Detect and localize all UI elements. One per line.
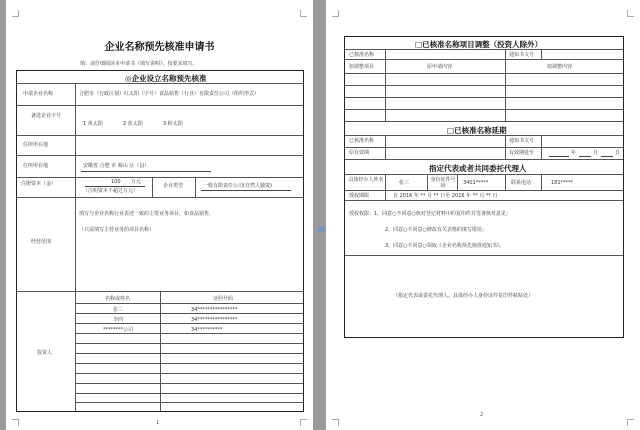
crop-mark [300, 10, 307, 17]
document-icon[interactable]: ▤ [318, 224, 326, 233]
crop-mark [332, 10, 339, 17]
original-validity-label: 原有效期 [349, 150, 370, 156]
extend-notice-number-label: 通知书文号 [509, 138, 535, 144]
page-number: 1 [156, 420, 160, 426]
investor-id: 34********** [191, 327, 223, 333]
investor-label: 投资人 [37, 350, 53, 356]
crop-mark [12, 10, 19, 17]
authority-item-3: 3、同意○不同意○领取《企业名称预先核准通知书》。 [385, 243, 505, 249]
capital-unit: 万元 [131, 179, 142, 185]
authorization-period-label: 授权期限 [349, 193, 370, 199]
business-scope-text: 填写与企业名称行业表述一致的主要业务项目，如食品销售， [79, 211, 215, 217]
domicile-value: 安徽省 合肥 市 蜀山 区（县） [83, 163, 150, 169]
investor-id: 34**************** [191, 307, 238, 313]
adjust-item-label: 拟调整项目 [349, 64, 375, 70]
notice-number-label: 通知书文号 [509, 52, 535, 58]
phone-value: 181***** [551, 180, 574, 186]
capital-label: 注册资本（金） [21, 181, 57, 187]
form-instruction: 填：请仔细阅读本申请书《填写说明》，按要求填写。 [80, 61, 198, 67]
applied-name-value: 合肥市（行政区划）红太阳（字号）食品销售（行业）有限责任公司（组织形式） [79, 91, 260, 97]
section-title-establishment: ◎企业设立名称预先核准 [125, 74, 207, 83]
form-title: 企业名称预先核准申请书 [104, 42, 215, 53]
authority-item-2: 2、同意○不同意○修改有关表格的填写错误； [385, 227, 487, 233]
investor-id: 34**************** [191, 317, 238, 323]
agent-name-value: 张三 [399, 180, 410, 186]
section-title-extension: □已核准名称延期 [447, 126, 507, 135]
enterprise-type-value: 一般有限责任公司(自然人独资) [203, 183, 272, 189]
page-number: 2 [480, 412, 484, 418]
alt-name-2: 2 蓝太阳 [123, 121, 143, 127]
enterprise-type-label: 企业类型 [163, 183, 184, 189]
approved-name-label: 已核准名称 [349, 52, 375, 58]
investor-id-header: 证照号码 [213, 296, 234, 302]
date-year-suffix: 年 [571, 150, 577, 156]
id-copy-paste-note: （指定代表或委托代理人、具体经办人身份证件复印件粘贴处） [393, 293, 534, 299]
authorization-period-value: 自 2016 年 ** 月 ** 日至 2016 年 ** 月 ** 日 [393, 193, 498, 199]
crop-mark [627, 10, 634, 17]
original-content-label: 原申请内容 [427, 64, 453, 70]
business-scope-note: （只需填写主营业务的项目名称） [79, 227, 155, 233]
investor-name: 李四 [113, 317, 124, 323]
capital-note: （注明资本不超过万元） [83, 188, 139, 194]
application-form-page-1 [6, 0, 313, 430]
adjusted-content-label: 拟调整内容 [547, 64, 573, 70]
investor-name: ********公司 [103, 327, 134, 333]
alt-name-1: 1 黄太阳 [83, 121, 103, 127]
domicile-label: 住所所在地 [23, 163, 49, 169]
investor-name-header: 名称或姓名 [105, 296, 131, 302]
crop-mark [627, 419, 634, 426]
application-form-page-2 [326, 0, 640, 430]
crop-mark [332, 419, 339, 426]
crop-mark [300, 419, 307, 426]
business-scope-label: 经营范围 [31, 239, 52, 245]
id-number-value: 3401***** [463, 180, 489, 186]
alt-name-3: 3 粉太阳 [163, 121, 183, 127]
applied-name-label: 申请企业名称 [23, 91, 54, 97]
capital-value: 100 [111, 179, 121, 185]
agent-name-label: 具体经办人姓名 [348, 177, 384, 183]
date-day-suffix: 日 [615, 150, 621, 156]
crop-mark [12, 419, 19, 426]
section-title-agent: 指定代表或者共同委托代理人 [429, 164, 527, 173]
investor-name: 张三 [113, 307, 124, 313]
authority-intro: 授权权限：1、同意○不同意○核对登记材料中的复印件并签署核对意见； [349, 211, 511, 217]
adjustment-table [344, 36, 624, 338]
alt-name-label: 备选企业字号 [31, 113, 62, 119]
extend-approved-name-label: 已核准名称 [349, 138, 375, 144]
application-table [16, 70, 304, 412]
validity-until-label: 有效期延至 [509, 150, 535, 156]
id-number-label: 身份证件号码 [430, 177, 456, 189]
date-month-suffix: 月 [593, 150, 599, 156]
domicile-label: 住所所在地 [23, 142, 49, 148]
section-title-adjustment: □已核准名称项目调整（投资人除外） [415, 40, 543, 49]
phone-label: 联系电话 [511, 180, 532, 186]
